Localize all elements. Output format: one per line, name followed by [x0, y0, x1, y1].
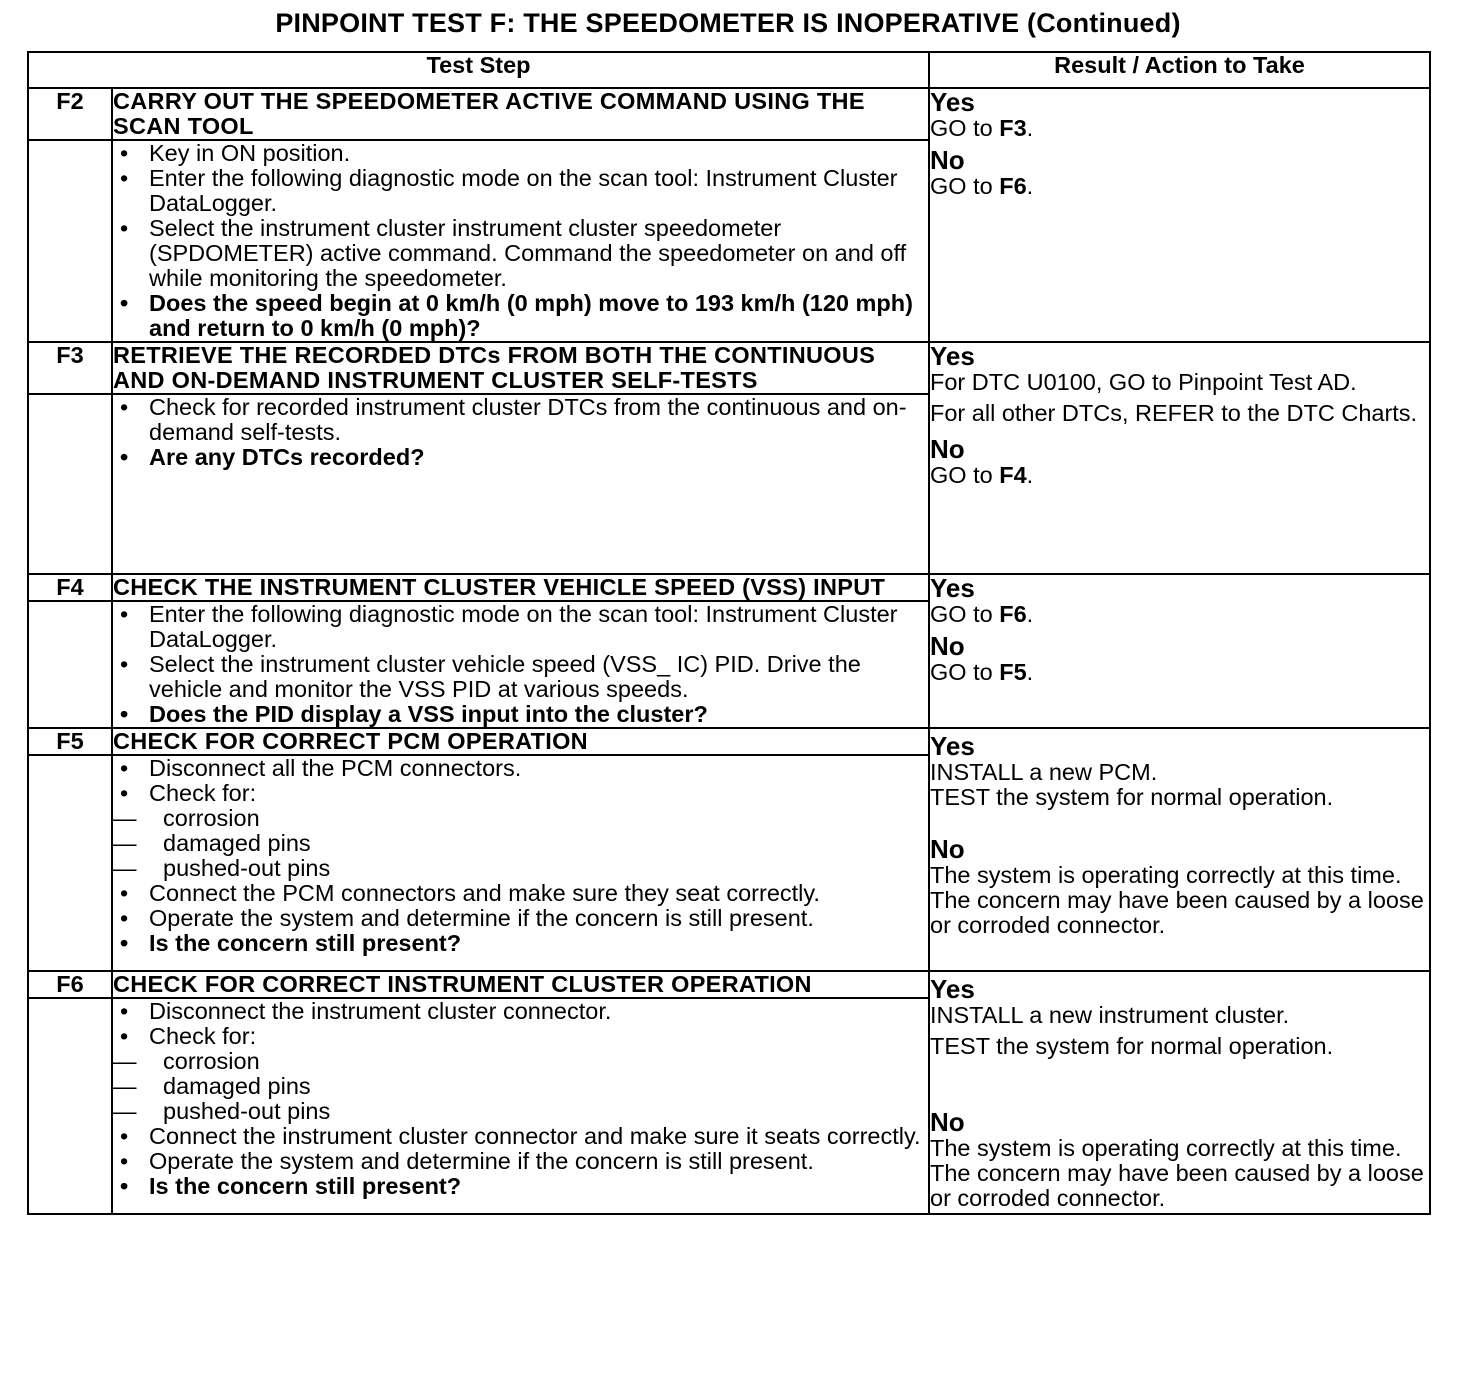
- list-item: • Enter the following diagnostic mode on the scan tool: Instrument Cluster DataLogger.: [113, 166, 928, 216]
- step-f3-title-row: [28, 342, 1430, 394]
- step-id: F5: [28, 728, 112, 755]
- goto-text: GO to: [930, 659, 1000, 685]
- goto-target: F3: [999, 115, 1027, 141]
- check-item: — damaged pins: [113, 1074, 928, 1099]
- step-id: F6: [28, 971, 112, 998]
- step-id: F3: [28, 342, 112, 394]
- list-item: • Check for recorded instrument cluster DTCs from the continuous and on-demand self-tests.: [113, 395, 928, 445]
- list-item: [113, 1024, 928, 1124]
- list-item-question: • Are any DTCs recorded?: [113, 445, 928, 470]
- no-label: No: [930, 434, 965, 464]
- pinpoint-test-table: [27, 51, 1431, 1215]
- goto-text: GO to: [930, 173, 1000, 199]
- no-action: GO to F5.: [930, 659, 1034, 685]
- check-for-label: Check for:: [149, 780, 257, 806]
- step-actions: [112, 140, 929, 342]
- yes-line: For all other DTCs, REFER to the DTC Charts.: [930, 400, 1418, 426]
- step-title: CARRY OUT THE SPEEDOMETER ACTIVE COMMAND USING THE SCAN TOOL: [112, 88, 929, 140]
- list-item-question: • Does the PID display a VSS input into the cluster?: [113, 702, 928, 727]
- step-actions: [112, 601, 929, 728]
- check-item: — corrosion: [113, 1049, 928, 1074]
- no-action: GO to F6.: [930, 173, 1034, 199]
- step-actions: [112, 755, 929, 971]
- list-item: [113, 781, 928, 881]
- yes-label: Yes: [930, 573, 975, 603]
- step-actions: [112, 998, 929, 1214]
- blank-cell: [28, 394, 112, 574]
- step-actions: [112, 394, 929, 574]
- step-f4-title-row: [28, 574, 1430, 601]
- yes-line: INSTALL a new PCM.: [930, 759, 1158, 785]
- table-header-row: [28, 52, 1430, 88]
- test-step-header: Test Step: [28, 52, 929, 88]
- list-item-question: • Is the concern still present?: [113, 1174, 928, 1199]
- no-label: No: [930, 631, 965, 661]
- step-title: CHECK THE INSTRUMENT CLUSTER VEHICLE SPEED (VSS) INPUT: [112, 574, 929, 601]
- yes-label: Yes: [930, 731, 975, 761]
- goto-target: F6: [999, 173, 1027, 199]
- blank-cell: [28, 601, 112, 728]
- step-f2-result: [929, 88, 1430, 342]
- yes-line: TEST the system for normal operation.: [930, 1033, 1334, 1059]
- yes-label: Yes: [930, 87, 975, 117]
- yes-line: For DTC U0100, GO to Pinpoint Test AD.: [930, 369, 1357, 395]
- goto-text: GO to: [930, 601, 1000, 627]
- yes-line: INSTALL a new instrument cluster.: [930, 1002, 1290, 1028]
- step-f6-title-row: [28, 971, 1430, 998]
- step-title: CHECK FOR CORRECT INSTRUMENT CLUSTER OPERATION: [112, 971, 929, 998]
- list-item: • Operate the system and determine if the concern is still present.: [113, 906, 928, 931]
- list-item: • Enter the following diagnostic mode on the scan tool: Instrument Cluster DataLogger.: [113, 602, 928, 652]
- list-item: • Select the instrument cluster instrument cluster speedometer (SPDOMETER) active command. Command the speedometer on and off while monitoring the speedometer.: [113, 216, 928, 291]
- no-text: The system is operating correctly at this time. The concern may have been caused by a loose or corroded connector.: [930, 1135, 1424, 1211]
- no-action: GO to F4.: [930, 462, 1034, 488]
- list-item: • Select the instrument cluster vehicle speed (VSS_ IC) PID. Drive the vehicle and monitor the VSS PID at various speeds.: [113, 652, 928, 702]
- no-text: The system is operating correctly at this time. The concern may have been caused by a loose or corroded connector.: [930, 862, 1424, 938]
- step-f4-result: [929, 574, 1430, 728]
- goto-text: GO to: [930, 115, 1000, 141]
- list-item: • Disconnect all the PCM connectors.: [113, 756, 928, 781]
- check-item: — pushed-out pins: [113, 856, 928, 881]
- blank-cell: [28, 140, 112, 342]
- page-title: PINPOINT TEST F: THE SPEEDOMETER IS INOPERATIVE (Continued): [275, 8, 1181, 38]
- list-item: • Disconnect the instrument cluster connector.: [113, 999, 928, 1024]
- check-for-label: Check for:: [149, 1023, 257, 1049]
- step-f5-title-row: [28, 728, 1430, 755]
- list-item: • Operate the system and determine if the concern is still present.: [113, 1149, 928, 1174]
- yes-action: GO to F3.: [930, 115, 1034, 141]
- check-item: — pushed-out pins: [113, 1099, 928, 1124]
- step-title: RETRIEVE THE RECORDED DTCs FROM BOTH THE CONTINUOUS AND ON-DEMAND INSTRUMENT CLUSTER SELF-TESTS: [112, 342, 929, 394]
- goto-text: GO to: [930, 462, 1000, 488]
- yes-action: GO to F6.: [930, 601, 1034, 627]
- blank-cell: [28, 755, 112, 971]
- goto-target: F4: [999, 462, 1027, 488]
- goto-target: F6: [999, 601, 1027, 627]
- list-item: • Connect the instrument cluster connector and make sure it seats correctly.: [113, 1124, 928, 1149]
- yes-label: Yes: [930, 341, 975, 371]
- list-item: • Key in ON position.: [113, 141, 928, 166]
- blank-cell: [28, 998, 112, 1214]
- step-title: CHECK FOR CORRECT PCM OPERATION: [112, 728, 929, 755]
- goto-target: F5: [999, 659, 1027, 685]
- yes-line: TEST the system for normal operation.: [930, 784, 1334, 810]
- no-label: No: [930, 834, 965, 864]
- step-id: F2: [28, 88, 112, 140]
- step-id: F4: [28, 574, 112, 601]
- no-label: No: [930, 1107, 965, 1137]
- list-item-question: • Does the speed begin at 0 km/h (0 mph) move to 193 km/h (120 mph) and return to 0 km/h (0 mph)?: [113, 291, 928, 341]
- step-f2-title-row: [28, 88, 1430, 140]
- check-item: — damaged pins: [113, 831, 928, 856]
- check-item: — corrosion: [113, 806, 928, 831]
- step-f3-result: [929, 342, 1430, 574]
- list-item: • Connect the PCM connectors and make sure they seat correctly.: [113, 881, 928, 906]
- result-header: Result / Action to Take: [929, 52, 1430, 88]
- step-f5-result: [929, 728, 1430, 971]
- no-label: No: [930, 145, 965, 175]
- yes-label: Yes: [930, 974, 975, 1004]
- step-f6-result: [929, 971, 1430, 1214]
- list-item-question: • Is the concern still present?: [113, 931, 928, 956]
